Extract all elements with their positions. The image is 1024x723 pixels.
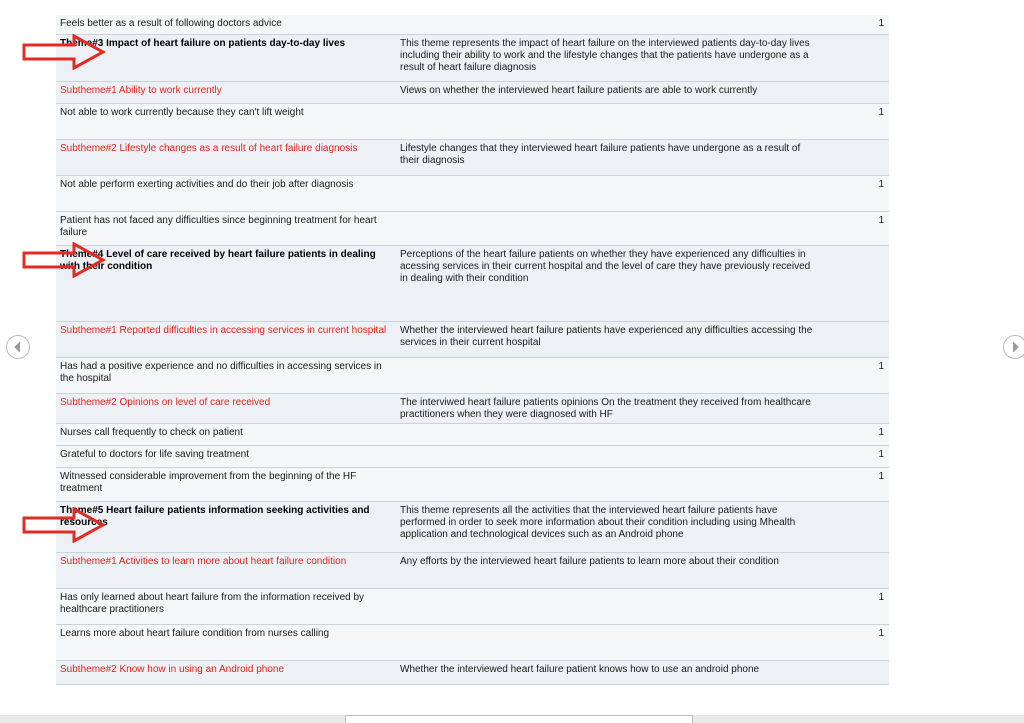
subtheme-row (56, 660, 889, 684)
code-row (56, 175, 889, 211)
description-cell (396, 15, 818, 34)
sub-name: Subtheme#2 Opinions on level of care received (56, 393, 396, 423)
description-cell (396, 445, 818, 467)
count-cell (818, 660, 889, 684)
description-cell: Views on whether the interviewed heart failure patients are able to work currently (396, 81, 818, 103)
subtheme-row (56, 552, 889, 588)
next-page-button[interactable] (1003, 335, 1024, 359)
themes-table (56, 15, 889, 685)
description-cell: The interviwed heart failure patients opinions On the treatment they received from healthcare practitioners when they were diagnosed with HF (396, 393, 818, 423)
description-cell (396, 211, 818, 245)
count-cell: 1 (818, 467, 889, 501)
subtheme-row (56, 81, 889, 103)
code-name: Nurses call frequently to check on patient (56, 423, 396, 445)
subtheme-row (56, 321, 889, 357)
description-cell (396, 467, 818, 501)
code-name: Witnessed considerable improvement from the beginning of the HF treatment (56, 467, 396, 501)
code-row (56, 211, 889, 245)
code-row (56, 467, 889, 501)
page-input-box[interactable] (345, 715, 693, 723)
description-cell (396, 624, 818, 660)
theme-row (56, 501, 889, 552)
count-cell (818, 139, 889, 175)
count-cell (818, 552, 889, 588)
theme-row (56, 34, 889, 81)
theme-row (56, 245, 889, 321)
count-cell: 1 (818, 445, 889, 467)
count-cell (818, 321, 889, 357)
chevron-left-icon (7, 336, 29, 358)
code-row (56, 15, 889, 34)
theme-name: Theme#3 Impact of heart failure on patients day-to-day lives (56, 34, 396, 81)
count-cell (818, 245, 889, 321)
count-cell: 1 (818, 15, 889, 34)
code-row (56, 357, 889, 393)
red-arrow-icon (22, 242, 106, 278)
code-name: Feels better as a result of following doctors advice (56, 15, 396, 34)
count-cell (818, 393, 889, 423)
count-cell: 1 (818, 588, 889, 624)
sub-name: Subtheme#1 Reported difficulties in accessing services in current hospital (56, 321, 396, 357)
chevron-right-icon (1004, 336, 1024, 358)
red-arrow-icon (22, 507, 106, 543)
sub-name: Subtheme#2 Know how in using an Android phone (56, 660, 396, 684)
code-row (56, 103, 889, 139)
description-cell (396, 357, 818, 393)
code-name: Not able perform exerting activities and do their job after diagnosis (56, 175, 396, 211)
code-name: Has only learned about heart failure from the information received by healthcare practitioners (56, 588, 396, 624)
code-name: Grateful to doctors for life saving treatment (56, 445, 396, 467)
description-cell: This theme represents the impact of heart failure on the interviewed patients day-to-day lives including their ability to work and the lifestyle changes that the patients have undergone as a result of heart failure diagnosis (396, 34, 818, 81)
count-cell: 1 (818, 211, 889, 245)
code-row (56, 423, 889, 445)
code-row (56, 588, 889, 624)
description-cell: Any efforts by the interviewed heart failure patients to learn more about their condition (396, 552, 818, 588)
sub-name: Subtheme#1 Activities to learn more about heart failure condition (56, 552, 396, 588)
count-cell: 1 (818, 423, 889, 445)
description-cell: This theme represents all the activities that the interviewed heart failure patients have performed in order to seek more information about their condition including using Mhealth application and technological devices such as an Android phone (396, 501, 818, 552)
code-row (56, 624, 889, 660)
sub-name: Subtheme#2 Lifestyle changes as a result of heart failure diagnosis (56, 139, 396, 175)
count-cell (818, 34, 889, 81)
code-name: Patient has not faced any difficulties since beginning treatment for heart failure (56, 211, 396, 245)
previous-page-button[interactable] (6, 335, 30, 359)
red-arrow-icon (22, 34, 106, 70)
count-cell (818, 501, 889, 552)
code-name: Has had a positive experience and no difficulties in accessing services in the hospital (56, 357, 396, 393)
sub-name: Subtheme#1 Ability to work currently (56, 81, 396, 103)
description-cell: Perceptions of the heart failure patients on whether they have experienced any difficulties in acessing services in their current hospital and the level of care they have previously received in dealing with their condition (396, 245, 818, 321)
subtheme-row (56, 393, 889, 423)
description-cell: Lifestyle changes that they interviewed heart failure patients have undergone as a result of their diagnosis (396, 139, 818, 175)
code-name: Not able to work currently because they can't lift weight (56, 103, 396, 139)
theme-name: Theme#4 Level of care received by heart failure patients in dealing with their condition (56, 245, 396, 321)
description-cell (396, 588, 818, 624)
code-row (56, 445, 889, 467)
theme-name: Theme#5 Heart failure patients information seeking activities and resources (56, 501, 396, 552)
count-cell: 1 (818, 175, 889, 211)
description-cell (396, 103, 818, 139)
description-cell (396, 423, 818, 445)
code-name: Learns more about heart failure condition from nurses calling (56, 624, 396, 660)
description-cell: Whether the interviewed heart failure patients have experienced any difficulties accessing the services in their current hospital (396, 321, 818, 357)
description-cell (396, 175, 818, 211)
count-cell: 1 (818, 624, 889, 660)
count-cell (818, 81, 889, 103)
count-cell: 1 (818, 103, 889, 139)
description-cell: Whether the interviewed heart failure patient knows how to use an android phone (396, 660, 818, 684)
count-cell: 1 (818, 357, 889, 393)
subtheme-row (56, 139, 889, 175)
